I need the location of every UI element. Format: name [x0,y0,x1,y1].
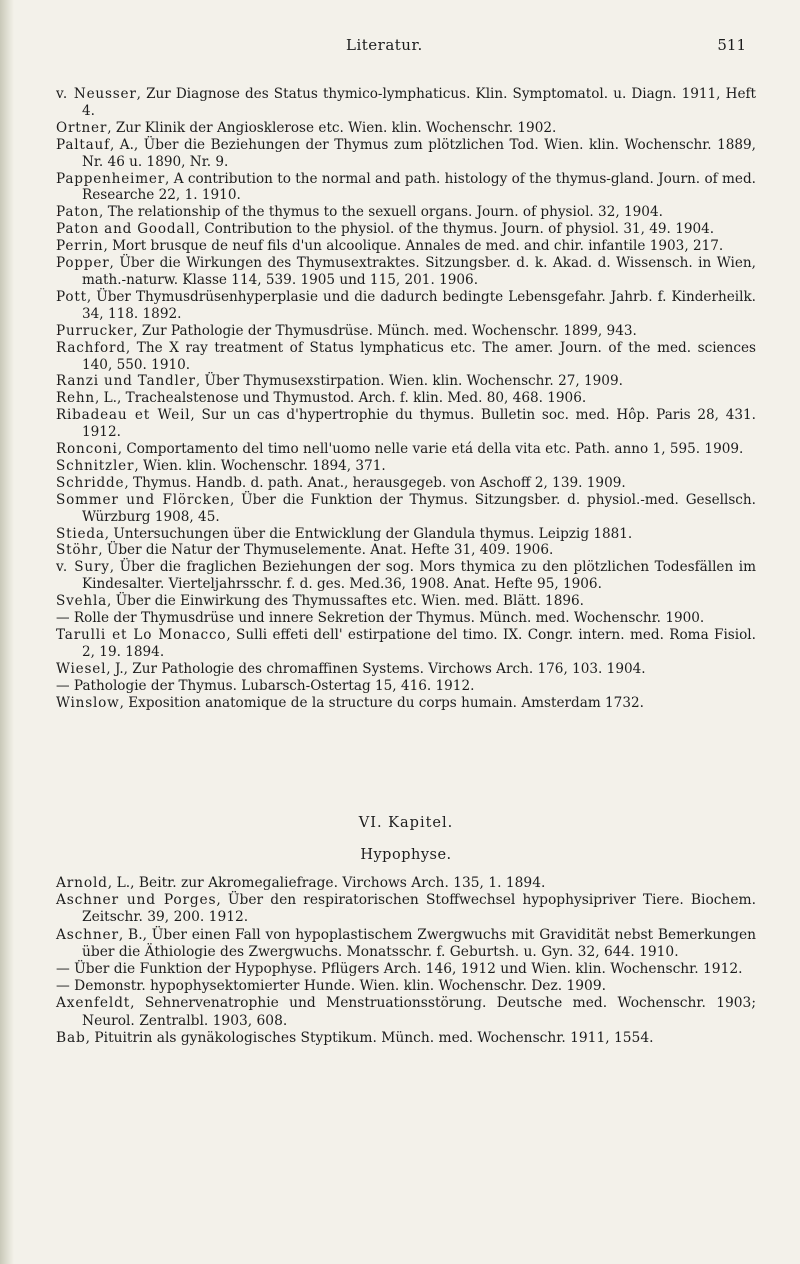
reference-author: Ranzi und Tandler [56,373,196,390]
reference-text: , Zur Diagnose des Status thymico-lymphaticus. Klin. Symptomatol. u. Diagn. 1911, Heft 4. [82,86,756,119]
reference-text: , The X ray treatment of Status lymphaticus etc. The amer. Journ. of the med. sciences 140, 550. 1910. [82,339,756,373]
reference-entry [56,627,756,661]
reference-text: , Über Thymusdrüsenhyperplasie und die dadurch bedingte Lebensgefahr. Jahrb. f. Kinderheilk. 34, 118. 1892. [82,288,756,322]
reference-author: Schnitzler [56,457,135,474]
reference-entry [56,340,756,374]
reference-text: , Über die Einwirkung des Thymussaftes etc. Wien. med. Blätt. 1896. [107,593,584,610]
reference-entry [56,492,756,526]
reference-entry [56,120,756,137]
reference-text: , Contribution to the physiol. of the thymus. Journ. of physiol. 31, 49. 1904. [195,221,715,238]
reference-entry [56,695,756,712]
reference-entry [56,961,756,978]
reference-entry [56,221,756,238]
reference-author: Purrucker [56,322,134,339]
reference-author: Svehla [56,593,108,610]
reference-author: Bab [56,1029,86,1046]
reference-text: , Über Thymusexstirpation. Wien. klin. Wochenschr. 27, 1909. [195,373,623,390]
reference-text: — Rolle der Thymusdrüse und innere Sekretion der Thymus. Münch. med. Wochenschr. 1900. [56,610,705,627]
reference-entry [56,661,756,678]
reference-author: Popper [56,255,110,272]
reference-author: Perrin [56,238,104,255]
reference-entry [56,995,756,1029]
reference-text: , Über die Funktion der Thymus. Sitzungsber. d. physiol.-med. Gesellsch. Würzburg 1908, 45. [82,491,756,525]
reference-entry [56,559,756,593]
reference-author: Paton and Goodall [56,221,196,238]
reference-entry [56,593,756,610]
reference-author: Axenfeldt [56,995,131,1012]
running-title: Literatur. [346,36,423,54]
reference-entry [56,458,756,475]
reference-entry [56,204,756,221]
reference-text: — Pathologie der Thymus. Lubarsch-Ostertag 15, 416. 1912. [56,677,475,694]
reference-text: , L., Trachealstenose und Thymustod. Arch. f. klin. Med. 80, 468. 1906. [95,390,587,407]
reference-author: Wiesel [56,660,107,677]
reference-list-thymus [56,86,756,712]
reference-entry [56,1030,756,1047]
reference-list-hypophyse [56,875,756,1047]
reference-entry [56,323,756,340]
reference-author: Stöhr [56,542,99,559]
reference-author: Ortner [56,119,108,136]
reference-author: Schridde [56,474,125,491]
reference-text: , Sehnervenatrophie und Menstruationsstörung. Deutsche med. Wochenschr. 1903; Neurol. Zentralbl. 1903, 608. [82,995,756,1029]
reference-author: Winslow [56,694,120,711]
reference-text: — Demonstr. hypophysektomierter Hunde. Wien. klin. Wochenschr. Dez. 1909. [56,978,607,995]
reference-author: Rehn [56,390,95,407]
reference-entry [56,137,756,171]
reference-author: v. Neusser [56,86,137,102]
reference-entry [56,678,756,695]
reference-text: , Über die Wirkungen des Thymusextraktes. Sitzungsber. d. k. Akad. d. Wissensch. in Wien, math.-naturw. Klasse 114, 539. 1905 und 115, 201. 1906. [82,255,756,288]
reference-text: , A contribution to the normal and path. histology of the thymus-gland. Journ. of med. Researche 22, 1. 1910. [82,170,756,204]
reference-text: , L., Beitr. zur Akromegaliefrage. Virchows Arch. 135, 1. 1894. [107,875,546,891]
reference-author: Aschner [56,926,119,943]
reference-text: , A., Über die Beziehungen der Thymus zum plötzlichen Tod. Wien. klin. Wochenschr. 1889, Nr. 46 u. 1890, Nr. 9. [82,136,756,170]
reference-entry [56,238,756,255]
reference-text: , Zur Pathologie der Thymusdrüse. Münch. med. Wochenschr. 1899, 943. [133,322,637,339]
reference-author: Ronconi [56,441,118,458]
reference-author: Ribadeau et Weil [56,407,191,424]
reference-text: , Thymus. Handb. d. path. Anat., herausgegeb. von Aschoff 2, 139. 1909. [124,474,626,491]
reference-entry [56,171,756,205]
reference-entry [56,875,756,892]
reference-author: v. Sury [56,559,110,576]
reference-author: Aschner und Porges [56,892,217,909]
chapter-heading: VI. Kapitel. [358,815,454,831]
reference-entry [56,892,756,926]
reference-author: Sommer und Flörcken [56,491,231,508]
reference-text: , Sur un cas d'hypertrophie du thymus. Bulletin soc. med. Hôp. Paris 28, 431. 1912. [82,407,756,441]
reference-text: , Über die fraglichen Beziehungen der sog. Mors thymica zu den plötzlichen Todesfällen im Kindesalter. Vierteljahrsschr. f. d. ges. Med.36, 1908. Anat. Hefte 95, 1906. [82,559,756,593]
reference-entry [56,390,756,407]
reference-entry [56,610,756,627]
reference-text: , Zur Klinik der Angiosklerose etc. Wien. klin. Wochenschr. 1902. [107,119,557,136]
reference-text: — Über die Funktion der Hypophyse. Pflügers Arch. 146, 1912 und Wien. klin. Wochenschr. 1912. [56,961,743,978]
reference-text: , Untersuchungen über die Entwicklung der Glandula thymus. Leipzig 1881. [104,525,633,542]
reference-text: , Über den respiratorischen Stoffwechsel hypophysipriver Tiere. Biochem. Zeitschr. 39, 200. 1912. [82,892,757,926]
reference-text: , Wien. klin. Wochenschr. 1894, 371. [134,457,386,474]
reference-text: , B., Über einen Fall von hypoplastischem Zwergwuchs mit Gravidität nebst Bemerkungen über die Äthiologie des Zwergwuchs. Monatsschr. f. Geburtsh. u. Gyn. 32, 644. 1910. [82,926,756,960]
reference-author: Rachford [56,339,126,356]
reference-entry [56,526,756,543]
reference-author: Arnold [56,875,108,891]
reference-text: , Sulli effeti dell' estirpatione del timo. IX. Congr. intern. med. Roma Fisiol. 2, 19. 1894. [82,627,756,660]
reference-author: Pott [56,288,87,305]
reference-entry [56,407,756,441]
reference-text: , Comportamento del timo nell'uomo nelle varie etá della vita etc. Path. anno 1, 595. 1909. [117,441,744,458]
page-binding-shadow [0,0,14,1264]
chapter-subtitle: Hypophyse. [360,847,452,863]
reference-text: , Mort brusque de neuf fils d'un alcoolique. Annales de med. and chir. infantile 1903, 217. [103,238,724,255]
reference-entry [56,542,756,559]
reference-text: , Über die Natur der Thymuselemente. Anat. Hefte 31, 409. 1906. [98,542,554,559]
reference-entry [56,927,756,961]
running-header [56,36,756,58]
reference-author: Tarulli et Lo Monacco [56,627,227,643]
reference-entry [56,978,756,995]
reference-entry [56,475,756,492]
reference-text: , Exposition anatomique de la structure du corps humain. Amsterdam 1732. [119,694,644,711]
reference-text: , The relationship of the thymus to the sexuell organs. Journ. of physiol. 32, 1904. [99,204,663,221]
reference-author: Paltauf [56,136,110,153]
page-number: 511 [717,36,746,54]
reference-entry [56,255,756,289]
reference-author: Stieda [56,525,105,542]
reference-entry [56,441,756,458]
book-page [56,0,756,1264]
reference-entry [56,373,756,390]
reference-text: , Pituitrin als gynäkologisches Styptikum. Münch. med. Wochenschr. 1911, 1554. [85,1029,654,1046]
reference-entry [56,86,756,120]
reference-entry [56,289,756,323]
reference-author: Pappenheimer [56,170,166,187]
reference-text: , J., Zur Pathologie des chromaffinen Systems. Virchows Arch. 176, 103. 1904. [106,660,646,677]
reference-author: Paton [56,204,100,221]
